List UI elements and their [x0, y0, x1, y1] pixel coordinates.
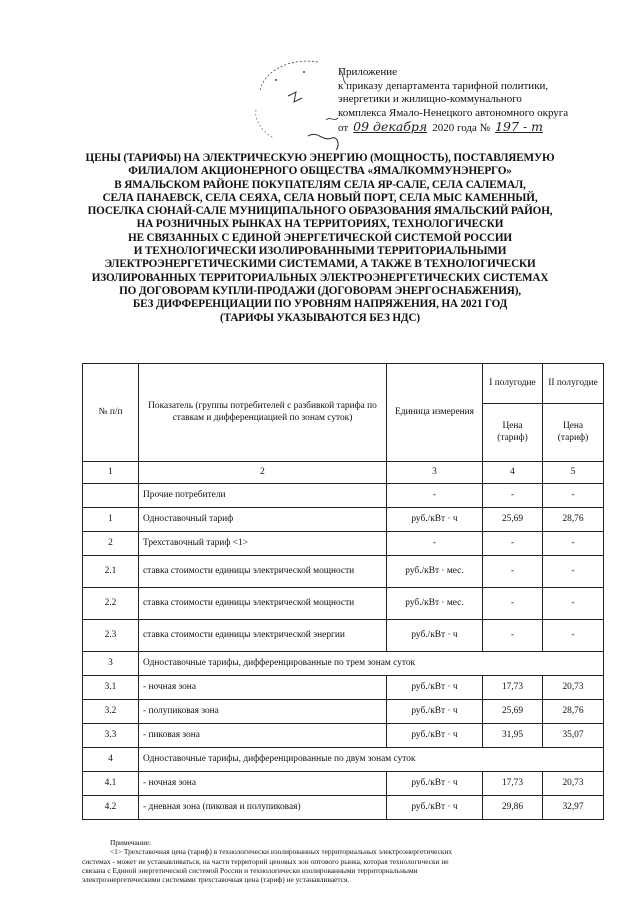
row-num: 2.1 — [83, 556, 139, 588]
row-value-half-2: - — [543, 532, 604, 556]
row-value-half-1: - — [483, 532, 543, 556]
row-name: ставка стоимости единицы электрической мощности — [139, 588, 387, 620]
row-value-half-1: 29,86 — [483, 796, 543, 820]
title-line: ИЗОЛИРОВАННЫХ ТЕРРИТОРИАЛЬНЫХ ЭЛЕКТРОЭНЕРГЕТИЧЕСКИХ СИСТЕМАХ — [91, 271, 549, 284]
row-value-half-1: 17,73 — [483, 772, 543, 796]
appendix-block — [338, 66, 633, 136]
row-name: - пиковая зона — [139, 724, 387, 748]
header-half-2: II полугодие — [543, 364, 604, 404]
header-unit: Единица измерения — [387, 364, 483, 462]
handwritten-order-number: 197 - т — [495, 119, 543, 135]
col-num: 5 — [543, 462, 604, 484]
note-line: связана с Единой энергетической системой России и технологически изолированными территориальными — [82, 865, 418, 875]
row-name: Трехставочный тариф <1> — [139, 532, 387, 556]
title-line: И ТЕХНОЛОГИЧЕСКИ ИЗОЛИРОВАННЫМИ ТЕРРИТОРИАЛЬНЫМИ — [133, 245, 507, 258]
row-name: Одноставочный тариф — [139, 508, 387, 532]
table-row — [83, 532, 604, 556]
header-num: № п/п — [83, 364, 139, 462]
row-value-half-2: 35,07 — [543, 724, 604, 748]
document-title — [10, 152, 630, 325]
row-value-half-2: - — [543, 556, 604, 588]
row-name: - полупиковая зона — [139, 700, 387, 724]
title-line: (ТАРИФЫ УКАЗЫВАЮТСЯ БЕЗ НДС) — [220, 311, 420, 324]
row-name: - дневная зона (пиковая и полупиковая) — [139, 796, 387, 820]
table-row — [83, 588, 604, 620]
header-indicator: Показатель (группы потребителей с разбивкой тарифа по ставкам и дифференциацией по зонам суток) — [139, 364, 387, 462]
title-line: ЭЛЕКТРОЭНЕРГЕТИЧЕСКИМИ СИСТЕМАМИ, А ТАКЖЕ В ТЕХНОЛОГИЧЕСКИ — [104, 258, 536, 271]
row-name: Прочие потребители — [139, 484, 387, 508]
table-row — [83, 748, 604, 772]
row-value-half-1: 25,69 — [483, 700, 543, 724]
title-line: ФИЛИАЛОМ АКЦИОНЕРНОГО ОБЩЕСТВА «ЯМАЛКОММУНЭНЕРГО» — [128, 165, 512, 178]
title-line: СЕЛА ПАНАЕВСК, СЕЛА СЕЯХА, СЕЛА НОВЫЙ ПОРТ, СЕЛА МЫС КАМЕННЫЙ, — [102, 191, 538, 204]
row-name: Одноставочные тарифы, дифференцированные по трем зонам суток — [139, 652, 604, 676]
col-num: 4 — [483, 462, 543, 484]
row-unit: - — [387, 484, 483, 508]
row-unit: руб./кВт · ч — [387, 620, 483, 652]
row-unit: руб./кВт · ч — [387, 508, 483, 532]
table-row — [83, 556, 604, 588]
row-num: 2.3 — [83, 620, 139, 652]
table-row — [83, 724, 604, 748]
row-value-half-2: 20,73 — [543, 772, 604, 796]
title-line: В ЯМАЛЬСКОМ РАЙОНЕ ПОКУПАТЕЛЯМ СЕЛА ЯР-САЛЕ, СЕЛА САЛЕМАЛ, — [114, 178, 526, 191]
row-value-half-1: - — [483, 484, 543, 508]
row-value-half-2: - — [543, 620, 604, 652]
row-num: 2 — [83, 532, 139, 556]
row-value-half-1: - — [483, 588, 543, 620]
row-num: 3 — [83, 652, 139, 676]
row-name: - ночная зона — [139, 772, 387, 796]
title-line: ПО ДОГОВОРАМ КУПЛИ-ПРОДАЖИ (ДОГОВОРАМ ЭНЕРГОСНАБЖЕНИЯ), — [119, 284, 521, 297]
col-num: 2 — [139, 462, 387, 484]
row-value-half-1: 31,95 — [483, 724, 543, 748]
row-unit: - — [387, 532, 483, 556]
row-unit: руб./кВт · ч — [387, 724, 483, 748]
col-num: 3 — [387, 462, 483, 484]
row-num: 1 — [83, 508, 139, 532]
row-unit: руб./кВт · ч — [387, 676, 483, 700]
row-unit: руб./кВт · ч — [387, 772, 483, 796]
notes-block — [82, 838, 612, 884]
row-value-half-1: - — [483, 556, 543, 588]
note-line: электроэнергетическими системами трехставочная цена (тариф) не устанавливается. — [82, 875, 350, 885]
header-price-2: Цена (тариф) — [543, 404, 604, 462]
table-row — [83, 508, 604, 532]
table-row — [83, 484, 604, 508]
appendix-line-2: к приказу департамента тарифной политики, — [338, 79, 549, 92]
row-unit: руб./кВт · ч — [387, 796, 483, 820]
date-prefix: от — [338, 122, 349, 135]
row-name: ставка стоимости единицы электрической энергии — [139, 620, 387, 652]
table-row — [83, 620, 604, 652]
row-num: 4.2 — [83, 796, 139, 820]
table-row — [83, 796, 604, 820]
title-line: НЕ СВЯЗАННЫХ С ЕДИНОЙ ЭНЕРГЕТИЧЕСКОЙ СИСТЕМОЙ РОССИИ — [128, 231, 512, 244]
row-num: 4 — [83, 748, 139, 772]
row-name: - ночная зона — [139, 676, 387, 700]
row-num: 4.1 — [83, 772, 139, 796]
row-unit: руб./кВт · ч — [387, 700, 483, 724]
note-line: <1> Трехставочная цена (тариф) в технологически изолированных территориальных электроэнергетических — [110, 847, 453, 857]
col-num: 1 — [83, 462, 139, 484]
row-num: 3.2 — [83, 700, 139, 724]
header-price-1: Цена (тариф) — [483, 404, 543, 462]
row-unit: руб./кВт · мес. — [387, 556, 483, 588]
row-num: 2.2 — [83, 588, 139, 620]
row-name: ставка стоимости единицы электрической мощности — [139, 556, 387, 588]
row-num: 3.1 — [83, 676, 139, 700]
title-line: БЕЗ ДИФФЕРЕНЦИАЦИИ ПО УРОВНЯМ НАПРЯЖЕНИЯ, НА 2021 ГОД — [132, 298, 508, 311]
row-num: 3.3 — [83, 724, 139, 748]
notes-heading: Примечание: — [110, 838, 152, 847]
header-half-1: I полугодие — [483, 364, 543, 404]
order-date-line — [338, 120, 633, 136]
appendix-line-4: комплекса Ямало-Ненецкого автономного округа — [338, 106, 569, 119]
table-row — [83, 652, 604, 676]
row-value-half-1: - — [483, 620, 543, 652]
row-value-half-1: 25,69 — [483, 508, 543, 532]
table-row — [83, 700, 604, 724]
row-value-half-2: 28,76 — [543, 700, 604, 724]
title-line: ПОСЕЛКА СЮНАЙ-САЛЕ МУНИЦИПАЛЬНОГО ОБРАЗОВАНИЯ ЯМАЛЬСКИЙ РАЙОН, — [87, 205, 553, 218]
row-unit: руб./кВт · мес. — [387, 588, 483, 620]
title-line: ЦЕНЫ (ТАРИФЫ) НА ЭЛЕКТРИЧЕСКУЮ ЭНЕРГИЮ (МОЩНОСТЬ), ПОСТАВЛЯЕМУЮ — [85, 152, 555, 164]
tariff-table — [82, 363, 604, 820]
row-value-half-2: 32,97 — [543, 796, 604, 820]
row-value-half-1: 17,73 — [483, 676, 543, 700]
row-name: Одноставочные тарифы, дифференцированные по двум зонам суток — [139, 748, 604, 772]
row-value-half-2: 28,76 — [543, 508, 604, 532]
appendix-line-1: Приложение — [338, 66, 398, 78]
table-row — [83, 676, 604, 700]
table-row — [83, 772, 604, 796]
row-value-half-2: - — [543, 588, 604, 620]
row-num — [83, 484, 139, 508]
date-suffix: 2020 года № — [432, 122, 491, 135]
note-line: системах - может не устанавливаться, на части территорий ценовых зон оптового рынка, которая технологически не — [82, 856, 449, 866]
appendix-line-3: энергетики и жилищно-коммунального — [338, 93, 522, 106]
title-line: НА РОЗНИЧНЫХ РЫНКАХ НА ТЕРРИТОРИЯХ, ТЕХНОЛОГИЧЕСКИ — [136, 218, 504, 231]
handwritten-date: 09 декабря — [353, 119, 428, 135]
row-value-half-2: 20,73 — [543, 676, 604, 700]
row-value-half-2: - — [543, 484, 604, 508]
